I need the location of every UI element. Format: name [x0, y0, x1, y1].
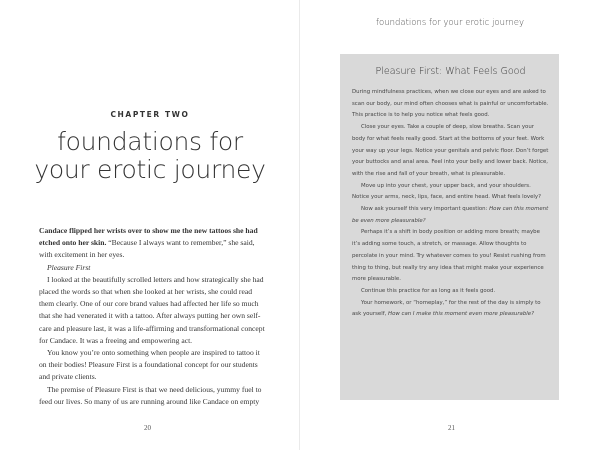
sidebar-paragraph-2: Close your eyes. Take a couple of deep, slow breaths. Scan your body for what feels really good. Start at the bottoms of your feet. Work your way up your legs. Notice your genitals and pelvic floor. Don’t forget your buttocks and anal area. Feel into your belly and lower back. Notice, with the rise and fall of your breath, what is pleasurable.: [352, 124, 549, 177]
paragraph-2: [39, 262, 267, 274]
left-body-text: [39, 225, 267, 408]
sidebar-paragraph-1: During mindfulness practices, when we close our eyes and are asked to scan our body, our mind often chooses what is painful or uncomfortable. This practice is to help you notice what feels good.: [352, 89, 549, 119]
paragraph-4: You know you’re onto something when people are inspired to tattoo it on their bodies! Pleasure First is a foundational concept for our students and private clients.: [39, 348, 260, 382]
sidebar-paragraph-7-italic: How can I make this moment even more pleasurable?: [388, 311, 534, 318]
running-header: foundations for your erotic journey: [376, 18, 524, 28]
page-number-left: 20: [144, 424, 151, 432]
sidebar-body: [352, 87, 549, 321]
sidebar-title: Pleasure First: What Feels Good: [375, 66, 526, 77]
paragraph-1-text: “Because I always want to remember,” she said, with excitement in her eyes.: [39, 238, 255, 260]
sidebar-box: [340, 54, 559, 400]
sidebar-paragraph-4-text: Now ask yourself this very important question:: [361, 206, 490, 213]
paragraph-2-italic: Pleasure First: [47, 262, 91, 272]
sidebar-paragraph-6: Continue this practice for as long as it feels good.: [361, 287, 496, 294]
sidebar-paragraph-7-text: Your homework, or “homeplay,” for the rest of the day is simply to ask yourself,: [352, 299, 541, 318]
chapter-title: [20, 128, 280, 184]
paragraph-5: The premise of Pleasure First is that we need delicious, yummy fuel to feed our lives. So many of us are running around like Candace on empty: [39, 384, 262, 406]
paragraph-1: [39, 225, 267, 262]
page-number-right: 21: [448, 424, 455, 432]
sidebar-paragraph-4-italic: How can this moment be even more pleasurable?: [352, 206, 549, 224]
chapter-title-line2: your erotic journey: [34, 155, 266, 184]
paragraph-1-lead: Candace flipped her wrists over to show me the new tattoos she had etched onto her skin.: [39, 226, 258, 248]
chapter-title-line1: foundations for: [57, 127, 243, 156]
sidebar-paragraph-7: [352, 298, 549, 321]
chapter-label: CHAPTER TWO: [110, 110, 190, 119]
sidebar-paragraph-3: Move up into your chest, your upper back, and your shoulders. Notice your arms, neck, lips, face, and entire head. What feels lovely?: [352, 182, 541, 201]
paragraph-3: I looked at the beautifully scrolled letters and how strategically she had placed the words so that when she looked at her wrists, she could read them clearly. One of our core brand values had affected her life so much that she had venerated it with a tattoo. After always putting her own self-care and pleasure last, it was a life-affirming and transformational concept for Candace. It was a freeing and empowering act.: [39, 274, 265, 345]
sidebar-paragraph-5: Perhaps it’s a shift in body position or adding more breath; maybe it’s adding some touch, a stretch, or massage. Allow thoughts to percolate in your mind. Try whatever comes to you! Resist rushing from thing to thing, but really try any idea that might make your experience more pleasurable.: [352, 229, 546, 283]
sidebar-paragraph-4: [352, 204, 549, 227]
